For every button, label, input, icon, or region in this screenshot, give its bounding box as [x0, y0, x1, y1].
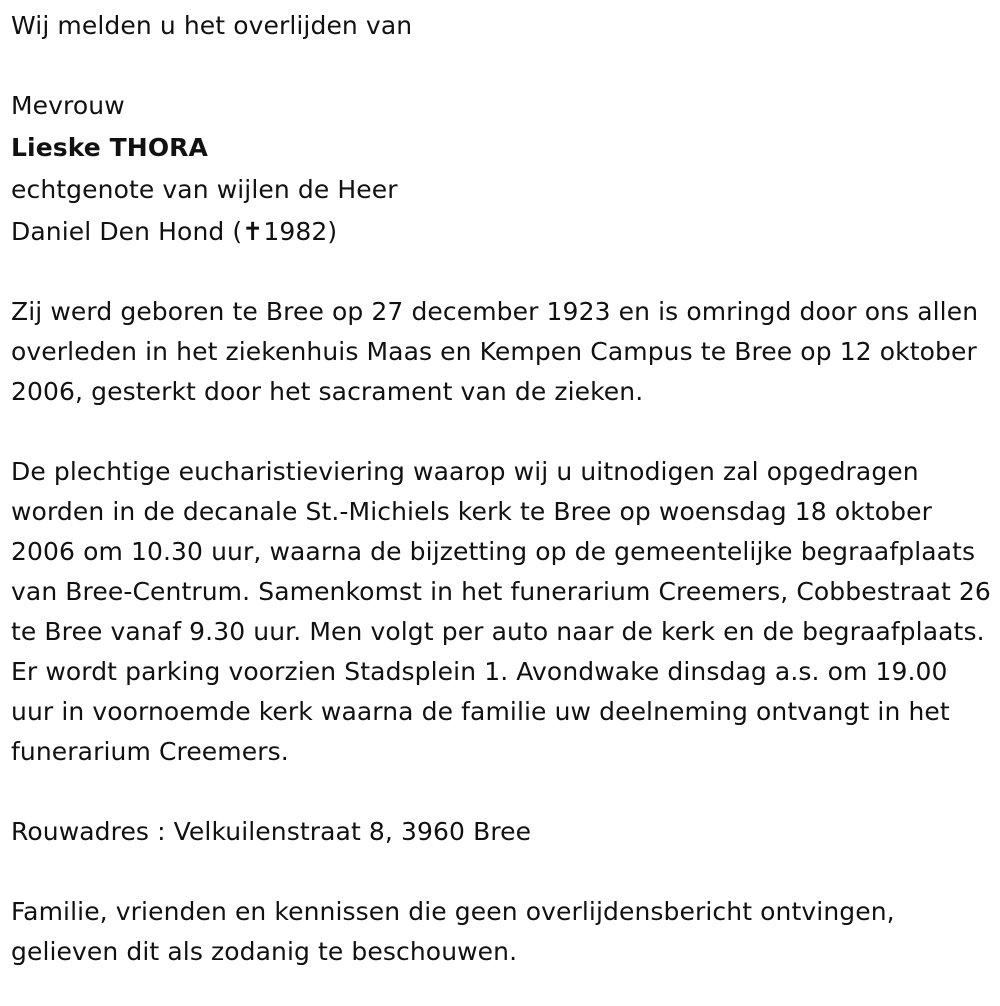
spouse-name: Daniel Den Hond (✝1982)	[11, 217, 338, 246]
address-line: Rouwadres : Velkuilenstraat 8, 3960 Bree	[11, 817, 532, 846]
ceremony-paragraph: De plechtige eucharistieviering waarop wij u uitnodigen zal opgedragen worden in de decanale St.-Michiels kerk te Bree op woensdag 18 oktober 2006 om 10.30 uur, waarna de bijzetting op de gemeentelijke begraafplaats van Bree-Centrum. Samenkomst in het funerarium Creemers, Cobbestraat 26 te Bree vanaf 9.30 uur. Men volgt per auto naar de kerk en de begraafplaats. Er wordt parking voorzien Stadsplein 1. Avondwake dinsdag a.s. om 19.00 uur in voornoemde kerk waarna de familie uw deelneming ontvangt in het funerarium Creemers.	[11, 457, 991, 766]
closing-paragraph: Familie, vrienden en kennissen die geen overlijdensbericht ontvingen, gelieven dit als zodanig te beschouwen.	[11, 897, 895, 966]
obituary-notice	[11, 0, 996, 972]
salutation: Mevrouw	[11, 91, 125, 120]
birth-death-paragraph: Zij werd geboren te Bree op 27 december 1923 en is omringd door ons allen overleden in het ziekenhuis Maas en Kempen Campus te Bree op 12 oktober 2006, gesterkt door het sacrament van de zieken.	[11, 297, 979, 406]
deceased-name: Lieske THORA	[11, 133, 208, 162]
spouse-line: echtgenote van wijlen de Heer	[11, 175, 398, 204]
intro-line: Wij melden u het overlijden van	[11, 11, 413, 40]
spacer	[11, 46, 996, 86]
